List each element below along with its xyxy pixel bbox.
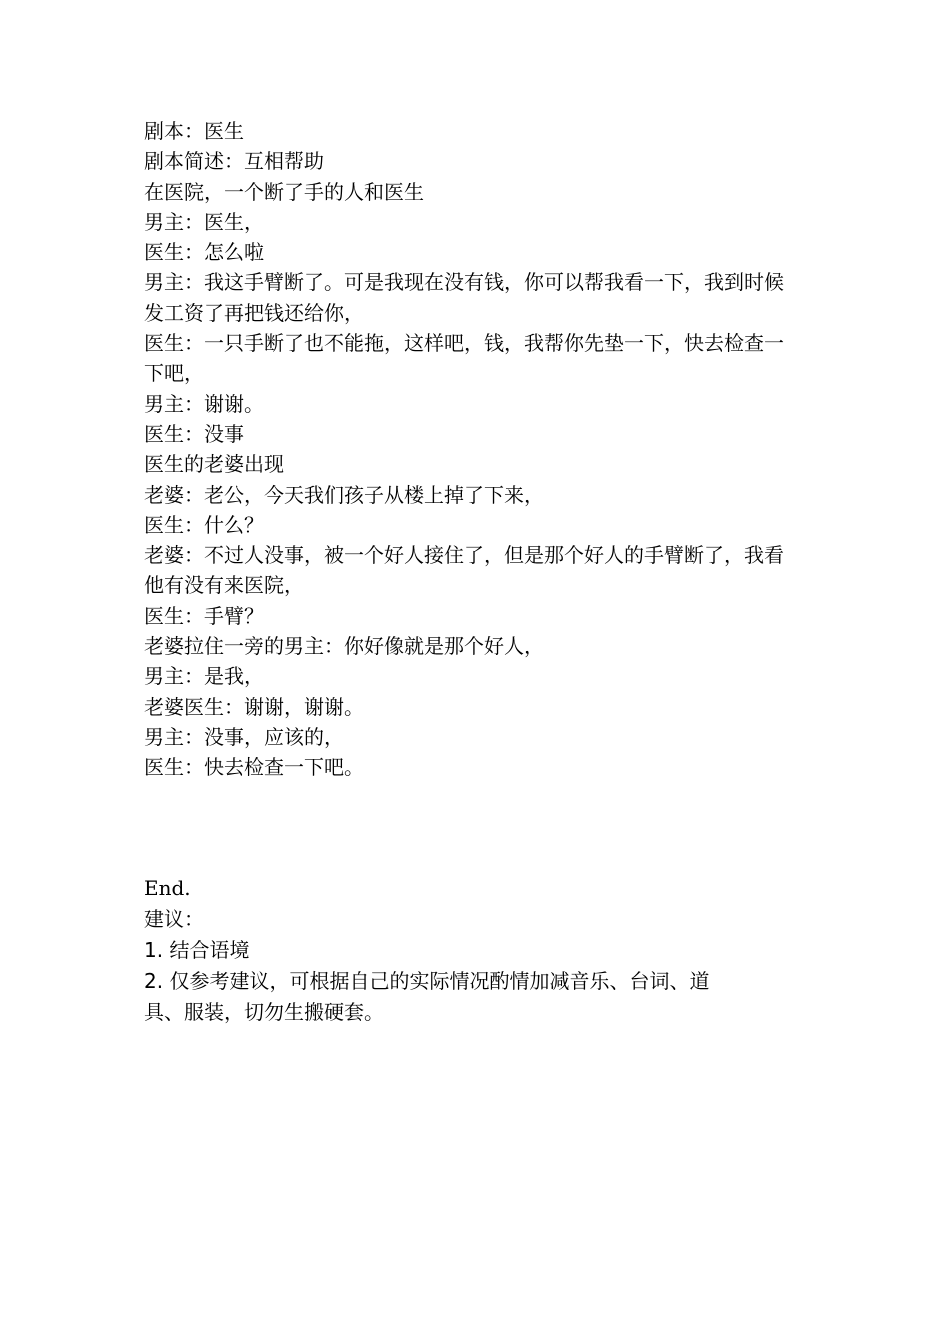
- dialogue-line: 男主：医生，: [144, 209, 264, 234]
- dialogue-line: 老婆医生：谢谢，谢谢。: [144, 694, 364, 719]
- dialogue-line: 男主：谢谢。: [144, 391, 264, 416]
- dialogue-line: 医生：怎么啦: [144, 240, 264, 265]
- end-label: End.: [144, 876, 191, 900]
- dialogue-line: 老婆拉住一旁的男主：你好像就是那个好人，: [144, 634, 544, 659]
- dialogue-line: 医生：手臂？: [144, 603, 264, 628]
- dialogue-line: 医生：什么？: [144, 512, 264, 537]
- dialogue-line: 男主：我这手臂断了。可是我现在没有钱，你可以帮我看一下，我到时候发工资了再把钱还给你，: [144, 270, 784, 325]
- dialogue-line: 男主：没事，应该的，: [144, 724, 344, 749]
- suggestion-item: 1. 结合语境: [144, 938, 250, 962]
- script-title: 剧本：医生: [144, 119, 244, 143]
- stage-direction: 医生的老婆出现: [144, 452, 284, 477]
- dialogue-line: 医生：没事: [144, 421, 244, 446]
- dialogue-line: 老婆：不过人没事，被一个好人接住了，但是那个好人的手臂断了，我看他有没有来医院，: [144, 543, 784, 598]
- script-summary: 剧本简述：互相帮助: [144, 149, 324, 174]
- dialogue-line: 男主：是我，: [144, 664, 264, 689]
- scene-description: 在医院，一个断了手的人和医生: [144, 179, 424, 204]
- suggestion-item: 2. 仅参考建议，可根据自己的实际情况酌情加减音乐、台词、道具、服装，切勿生搬硬套。: [144, 969, 710, 1024]
- document-footer: [144, 873, 794, 1028]
- dialogue-line: 医生：一只手断了也不能拖，这样吧，钱，我帮你先垫一下，快去检查一下吧，: [144, 331, 784, 386]
- dialogue-line: 老婆：老公，今天我们孩子从楼上掉了下来，: [144, 482, 544, 507]
- dialogue-line: 医生：快去检查一下吧。: [144, 755, 364, 780]
- script-body: [144, 116, 794, 783]
- suggestion-title: 建议：: [144, 907, 204, 931]
